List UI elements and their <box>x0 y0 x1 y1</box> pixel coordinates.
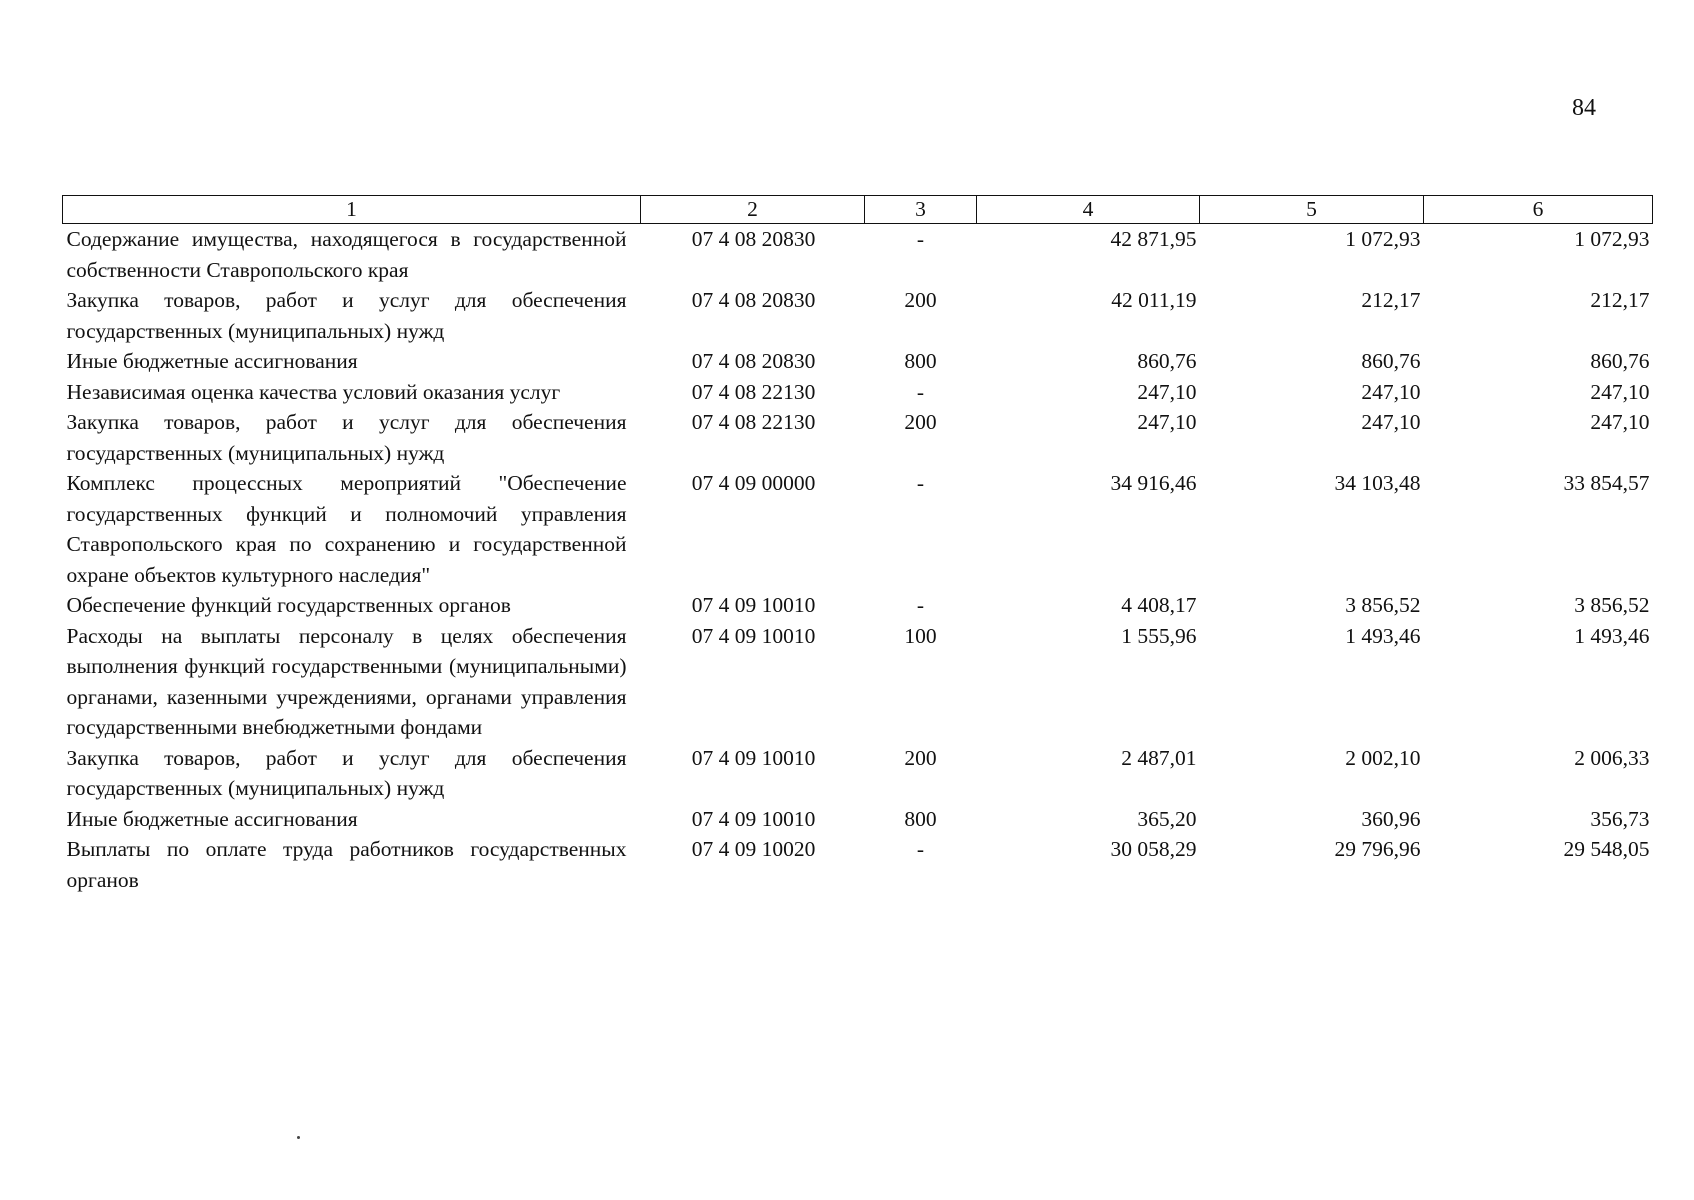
row-value-col6: 1 072,93 <box>1574 227 1650 251</box>
row-expense-type: - <box>916 471 925 495</box>
table-row <box>63 621 1653 743</box>
row-code: 07 4 08 20830 <box>691 288 816 312</box>
row-value-col6: 247,10 <box>1590 379 1650 404</box>
row-value-col6: 356,73 <box>1590 806 1650 831</box>
row-value-col6: 2 006,33 <box>1574 745 1650 770</box>
table-row <box>63 804 1653 835</box>
row-value-col5: 247,10 <box>1361 410 1421 434</box>
table-row <box>63 224 1653 286</box>
table-row <box>63 377 1653 408</box>
header-row <box>63 196 1653 224</box>
row-value-col4: 247,10 <box>1137 410 1197 434</box>
row-expense-type: 200 <box>904 745 937 770</box>
row-value-col6: 3 856,52 <box>1574 593 1650 617</box>
row-value-col4: 42 871,95 <box>1110 227 1197 251</box>
row-code: 07 4 08 20830 <box>691 349 816 373</box>
header-col-2: 2 <box>641 196 865 224</box>
row-code: 07 4 09 10010 <box>691 593 816 617</box>
row-code: 07 4 09 10010 <box>691 745 816 770</box>
row-expense-type: - <box>916 837 925 861</box>
row-value-col4: 2 487,01 <box>1121 745 1197 770</box>
row-expense-type: - <box>916 379 925 404</box>
row-name: Иные бюджетные ассигнования <box>66 806 358 831</box>
row-value-col5: 860,76 <box>1361 349 1421 373</box>
row-value-col4: 247,10 <box>1137 379 1197 404</box>
row-value-col6: 33 854,57 <box>1563 471 1650 495</box>
table-row <box>63 407 1653 468</box>
row-expense-type: 100 <box>904 623 937 648</box>
row-expense-type: - <box>916 593 925 617</box>
row-value-col4: 1 555,96 <box>1121 623 1197 648</box>
header-col-4: 4 <box>977 196 1200 224</box>
row-value-col5: 212,17 <box>1361 288 1421 312</box>
header-col-5: 5 <box>1200 196 1424 224</box>
stray-mark <box>297 1136 300 1139</box>
row-value-col6: 29 548,05 <box>1563 837 1650 861</box>
row-name: Выплаты по оплате труда работников государственных органов <box>66 837 627 892</box>
table-body <box>63 224 1653 896</box>
row-value-col4: 365,20 <box>1137 806 1197 831</box>
row-expense-type: 800 <box>904 806 937 831</box>
row-value-col5: 29 796,96 <box>1334 837 1421 861</box>
header-col-1: 1 <box>63 196 641 224</box>
row-name: Закупка товаров, работ и услуг для обеспечения государственных (муниципальных) нужд <box>66 410 627 465</box>
row-code: 07 4 08 22130 <box>691 410 816 434</box>
table-row <box>63 590 1653 621</box>
row-value-col5: 1 493,46 <box>1345 623 1421 648</box>
row-name: Закупка товаров, работ и услуг для обеспечения государственных (муниципальных) нужд <box>66 288 627 343</box>
row-name: Комплекс процессных мероприятий "Обеспечение государственных функций и полномочий управления Ставропольского края по сохранению и государственной охране объектов культурного наследия" <box>66 471 627 587</box>
row-expense-type: 200 <box>904 410 937 434</box>
page-number: 84 <box>1572 95 1596 121</box>
row-name: Иные бюджетные ассигнования <box>66 349 358 373</box>
row-value-col5: 247,10 <box>1361 379 1421 404</box>
row-value-col6: 860,76 <box>1590 349 1650 373</box>
table-row <box>63 346 1653 377</box>
row-value-col4: 42 011,19 <box>1111 288 1197 312</box>
header-col-3: 3 <box>865 196 977 224</box>
row-value-col4: 4 408,17 <box>1121 593 1197 617</box>
row-code: 07 4 09 10010 <box>691 806 816 831</box>
row-value-col4: 30 058,29 <box>1110 837 1197 861</box>
row-code: 07 4 09 00000 <box>691 471 816 495</box>
row-value-col6: 1 493,46 <box>1574 623 1650 648</box>
row-code: 07 4 09 10020 <box>691 837 816 861</box>
row-value-col4: 860,76 <box>1137 349 1197 373</box>
row-name: Обеспечение функций государственных органов <box>66 593 511 617</box>
row-expense-type: 800 <box>904 349 937 373</box>
row-value-col5: 34 103,48 <box>1334 471 1421 495</box>
row-name: Независимая оценка качества условий оказания услуг <box>66 379 561 404</box>
row-name: Содержание имущества, находящегося в государственной собственности Ставропольского края <box>66 227 627 282</box>
row-code: 07 4 08 20830 <box>691 227 816 251</box>
row-value-col6: 247,10 <box>1590 410 1650 434</box>
row-value-col5: 2 002,10 <box>1345 745 1421 770</box>
table-row <box>63 285 1653 346</box>
row-name: Расходы на выплаты персоналу в целях обеспечения выполнения функций государственными (муниципальными) органами, казенными учреждениями, органами управления государственными внебюджетными фондами <box>66 623 627 739</box>
row-value-col5: 360,96 <box>1361 806 1421 831</box>
row-expense-type: - <box>916 227 925 251</box>
header-col-6: 6 <box>1424 196 1653 224</box>
table-row <box>63 743 1653 804</box>
row-value-col5: 3 856,52 <box>1345 593 1421 617</box>
row-value-col5: 1 072,93 <box>1345 227 1421 251</box>
table-row <box>63 834 1653 895</box>
row-code: 07 4 08 22130 <box>691 379 816 404</box>
row-value-col6: 212,17 <box>1590 288 1650 312</box>
row-code: 07 4 09 10010 <box>691 623 816 648</box>
row-value-col4: 34 916,46 <box>1110 471 1197 495</box>
row-expense-type: 200 <box>904 288 937 312</box>
budget-table <box>62 195 1653 895</box>
row-name: Закупка товаров, работ и услуг для обеспечения государственных (муниципальных) нужд <box>66 745 627 800</box>
table-row <box>63 468 1653 590</box>
